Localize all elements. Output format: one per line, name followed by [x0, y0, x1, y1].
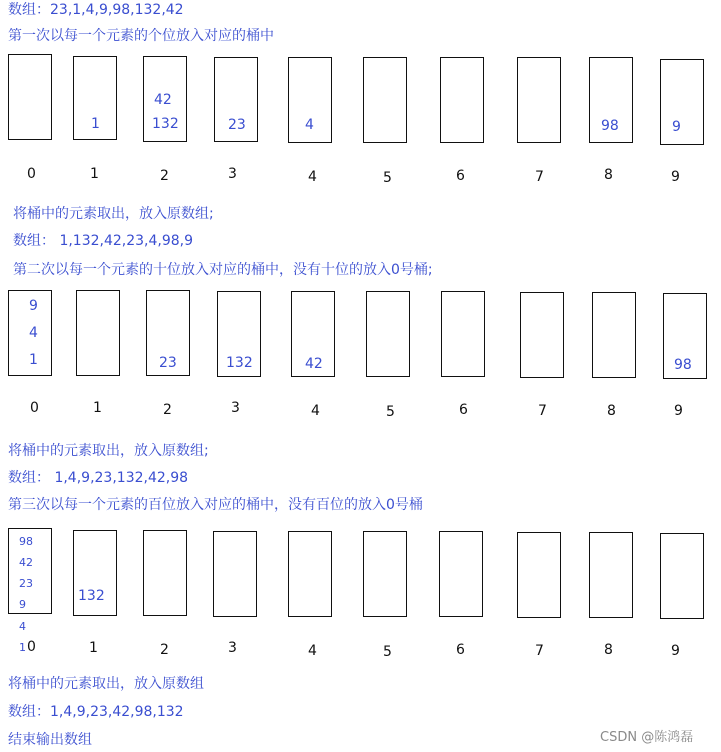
collect-line-1: 将桶中的元素取出，放入原数组;	[13, 206, 214, 222]
pass2-value: 132	[226, 355, 253, 371]
pass3-bucket-8	[589, 532, 633, 618]
final-array: 数组：1,4,9,23,42,98,132	[8, 704, 184, 720]
pass3-value: 98	[19, 535, 33, 548]
pass2-bucket-7	[520, 292, 564, 378]
pass3-value: 132	[78, 588, 105, 604]
pass3-value: 9	[19, 598, 26, 611]
pass3-bucket-2	[143, 530, 187, 616]
pass1-value: 9	[672, 119, 681, 135]
pass2-value: 42	[305, 356, 323, 372]
pass2-bucket-8	[592, 292, 636, 378]
pass3-index: 0	[27, 639, 36, 655]
pass3-index: 2	[160, 642, 169, 658]
pass2-value: 1	[29, 352, 38, 368]
pass3-index: 8	[604, 642, 613, 658]
watermark: CSDN @陈鸿磊	[600, 730, 694, 745]
array-after-pass1: 数组： 1,132,42,23,4,98,9	[13, 233, 194, 249]
pass2-index: 2	[163, 402, 172, 418]
pass1-index: 3	[228, 166, 237, 182]
pass3-index: 4	[308, 643, 317, 659]
pass1-value: 98	[601, 118, 619, 134]
pass1-value: 1	[91, 116, 100, 132]
pass2-bucket-5	[366, 291, 410, 377]
pass3-value: 42	[19, 556, 33, 569]
end-line: 结束输出数组	[8, 732, 92, 748]
pass1-value: 42	[154, 92, 172, 108]
pass2-index: 7	[538, 403, 547, 419]
pass1-index: 7	[535, 169, 544, 185]
pass3-bucket-5	[363, 531, 407, 617]
pass3-index: 5	[383, 644, 392, 660]
pass2-bucket-6	[441, 291, 485, 377]
pass2-description: 第二次以每一个元素的十位放入对应的桶中，没有十位的放入0号桶;	[13, 262, 433, 278]
pass3-bucket-3	[213, 531, 257, 617]
pass2-index: 3	[231, 400, 240, 416]
pass3-index: 1	[89, 640, 98, 656]
pass3-value: 4	[19, 620, 26, 633]
pass2-index: 6	[459, 402, 468, 418]
pass3-value: 23	[19, 577, 33, 590]
pass2-bucket-1	[76, 290, 120, 376]
pass1-index: 2	[160, 168, 169, 184]
collect-line-3: 将桶中的元素取出，放入原数组	[8, 676, 204, 692]
pass3-index: 9	[671, 643, 680, 659]
pass1-index: 6	[456, 168, 465, 184]
pass2-value: 98	[674, 357, 692, 373]
pass2-index: 0	[30, 400, 39, 416]
pass1-bucket-5	[363, 57, 407, 143]
pass2-value: 4	[29, 325, 38, 341]
pass1-bucket-7	[517, 57, 561, 143]
pass2-index: 5	[386, 404, 395, 420]
pass1-index: 4	[308, 169, 317, 185]
pass2-index: 4	[311, 403, 320, 419]
pass3-bucket-7	[517, 532, 561, 618]
pass1-bucket-6	[440, 57, 484, 143]
pass2-index: 9	[674, 403, 683, 419]
pass1-description: 第一次以每一个元素的个位放入对应的桶中	[8, 28, 274, 44]
pass3-description: 第三次以每一个元素的百位放入对应的桶中，没有百位的放入0号桶	[8, 497, 423, 513]
pass1-bucket-0	[8, 54, 52, 140]
pass2-value: 9	[29, 298, 38, 314]
pass1-index: 8	[604, 167, 613, 183]
pass1-value: 4	[305, 117, 314, 133]
pass2-value: 23	[159, 355, 177, 371]
pass3-index: 6	[456, 642, 465, 658]
pass1-index: 5	[383, 170, 392, 186]
pass3-index: 7	[535, 643, 544, 659]
pass1-value: 23	[228, 117, 246, 133]
pass1-bucket-9	[660, 59, 704, 145]
initial-array-line: 数组：23,1,4,9,98,132,42	[8, 2, 184, 18]
pass3-index: 3	[228, 640, 237, 656]
pass1-value: 132	[152, 116, 179, 132]
pass1-index: 0	[27, 166, 36, 182]
pass3-value: 1	[19, 641, 26, 654]
pass1-index: 1	[90, 166, 99, 182]
pass3-bucket-6	[439, 531, 483, 617]
array-after-pass2: 数组： 1,4,9,23,132,42,98	[8, 470, 189, 486]
pass1-index: 9	[671, 169, 680, 185]
pass2-index: 8	[607, 403, 616, 419]
pass3-bucket-4	[288, 531, 332, 617]
pass3-bucket-9	[660, 533, 704, 619]
collect-line-2: 将桶中的元素取出，放入原数组;	[8, 443, 209, 459]
pass2-index: 1	[93, 400, 102, 416]
